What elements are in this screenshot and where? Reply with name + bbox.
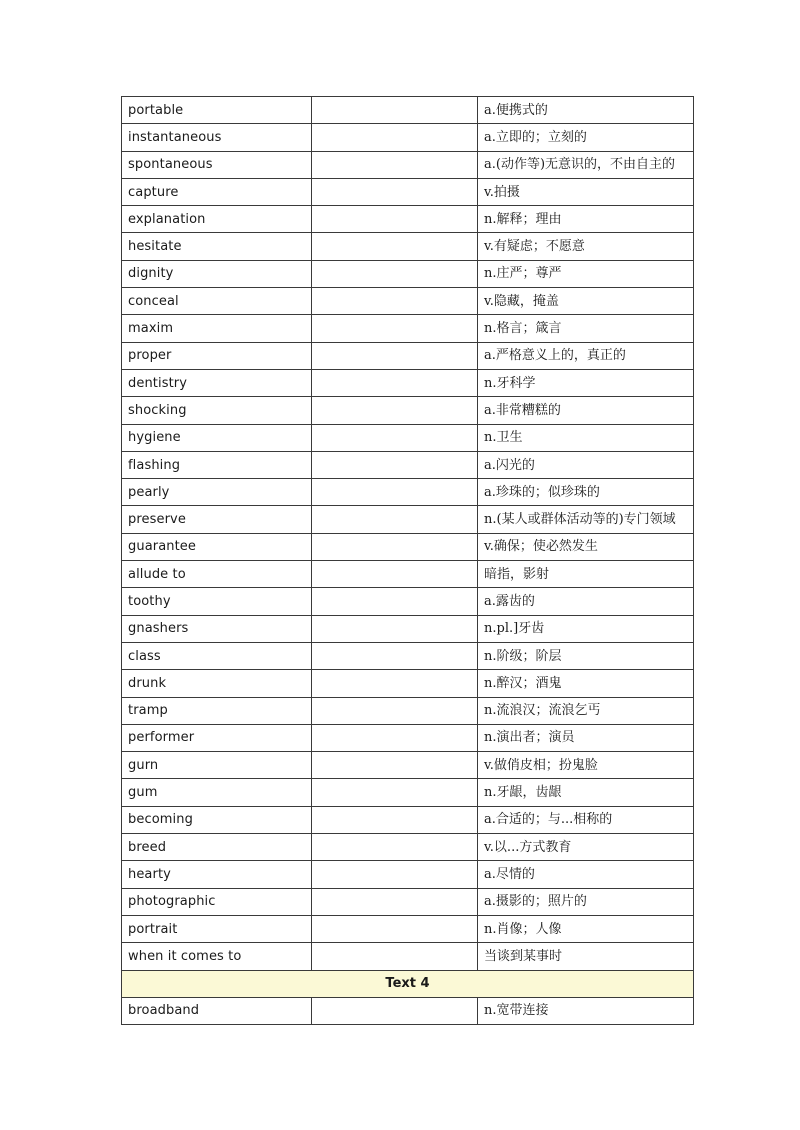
vocab-blank-cell bbox=[312, 342, 478, 369]
vocab-word: shocking bbox=[122, 397, 312, 424]
vocab-meaning: n.醉汉；酒鬼 bbox=[478, 670, 694, 697]
vocab-word: broadband bbox=[122, 997, 312, 1024]
vocab-blank-cell bbox=[312, 233, 478, 260]
vocab-blank-cell bbox=[312, 888, 478, 915]
vocab-blank-cell bbox=[312, 288, 478, 315]
vocab-blank-cell bbox=[312, 97, 478, 124]
vocab-meaning: 当谈到某事时 bbox=[478, 943, 694, 970]
vocab-row bbox=[122, 97, 694, 124]
vocab-blank-cell bbox=[312, 724, 478, 751]
vocab-word: dignity bbox=[122, 260, 312, 287]
vocab-meaning: a.摄影的；照片的 bbox=[478, 888, 694, 915]
vocab-row bbox=[122, 752, 694, 779]
vocab-meaning: n.演出者；演员 bbox=[478, 724, 694, 751]
vocab-blank-cell bbox=[312, 997, 478, 1024]
vocab-blank-cell bbox=[312, 424, 478, 451]
vocab-word: class bbox=[122, 642, 312, 669]
vocab-blank-cell bbox=[312, 861, 478, 888]
vocab-meaning: n.阶级；阶层 bbox=[478, 642, 694, 669]
vocab-row bbox=[122, 424, 694, 451]
vocab-row bbox=[122, 151, 694, 178]
vocab-blank-cell bbox=[312, 315, 478, 342]
vocab-word: allude to bbox=[122, 561, 312, 588]
vocab-meaning: v.拍摄 bbox=[478, 178, 694, 205]
vocab-word: dentistry bbox=[122, 369, 312, 396]
vocab-row bbox=[122, 888, 694, 915]
vocab-row bbox=[122, 451, 694, 478]
vocab-blank-cell bbox=[312, 178, 478, 205]
vocab-meaning: v.确保；使必然发生 bbox=[478, 533, 694, 560]
vocab-meaning: n.牙科学 bbox=[478, 369, 694, 396]
vocab-meaning: 暗指，影射 bbox=[478, 561, 694, 588]
vocab-word: breed bbox=[122, 834, 312, 861]
vocab-meaning: a.露齿的 bbox=[478, 588, 694, 615]
vocab-meaning: v.隐藏，掩盖 bbox=[478, 288, 694, 315]
vocab-blank-cell bbox=[312, 806, 478, 833]
vocab-blank-cell bbox=[312, 151, 478, 178]
vocab-word: guarantee bbox=[122, 533, 312, 560]
vocab-meaning: n.庄严；尊严 bbox=[478, 260, 694, 287]
vocab-row bbox=[122, 724, 694, 751]
vocab-row bbox=[122, 233, 694, 260]
vocabulary-table-body bbox=[122, 97, 694, 1025]
vocab-row bbox=[122, 588, 694, 615]
vocab-meaning: v.做俏皮相；扮鬼脸 bbox=[478, 752, 694, 779]
vocab-word: photographic bbox=[122, 888, 312, 915]
vocab-word: performer bbox=[122, 724, 312, 751]
vocab-blank-cell bbox=[312, 206, 478, 233]
vocab-meaning: a.非常糟糕的 bbox=[478, 397, 694, 424]
vocab-row bbox=[122, 178, 694, 205]
vocab-meaning: a.合适的；与...相称的 bbox=[478, 806, 694, 833]
vocab-blank-cell bbox=[312, 561, 478, 588]
vocab-word: gurn bbox=[122, 752, 312, 779]
vocab-row bbox=[122, 397, 694, 424]
vocab-blank-cell bbox=[312, 779, 478, 806]
vocab-blank-cell bbox=[312, 506, 478, 533]
vocab-word: instantaneous bbox=[122, 124, 312, 151]
vocab-row bbox=[122, 943, 694, 970]
vocab-meaning: a.严格意义上的，真正的 bbox=[478, 342, 694, 369]
vocab-blank-cell bbox=[312, 124, 478, 151]
vocab-word: portable bbox=[122, 97, 312, 124]
vocab-row bbox=[122, 834, 694, 861]
vocab-meaning: n.(某人或群体活动等的)专门领域 bbox=[478, 506, 694, 533]
vocabulary-table bbox=[121, 96, 694, 1025]
vocab-blank-cell bbox=[312, 451, 478, 478]
vocab-meaning: n.牙龈，齿龈 bbox=[478, 779, 694, 806]
vocab-row bbox=[122, 670, 694, 697]
vocab-row bbox=[122, 615, 694, 642]
vocab-word: spontaneous bbox=[122, 151, 312, 178]
vocab-word: drunk bbox=[122, 670, 312, 697]
vocab-blank-cell bbox=[312, 752, 478, 779]
vocab-row bbox=[122, 369, 694, 396]
vocab-meaning: n.肖像；人像 bbox=[478, 915, 694, 942]
vocab-blank-cell bbox=[312, 697, 478, 724]
vocab-meaning: a.尽情的 bbox=[478, 861, 694, 888]
vocab-row bbox=[122, 206, 694, 233]
vocab-blank-cell bbox=[312, 533, 478, 560]
vocabulary-sheet bbox=[121, 96, 693, 1025]
vocab-meaning: n.格言；箴言 bbox=[478, 315, 694, 342]
vocab-word: toothy bbox=[122, 588, 312, 615]
vocab-word: hygiene bbox=[122, 424, 312, 451]
vocab-row bbox=[122, 260, 694, 287]
vocab-blank-cell bbox=[312, 588, 478, 615]
vocab-meaning: a.(动作等)无意识的，不由自主的 bbox=[478, 151, 694, 178]
vocab-row bbox=[122, 779, 694, 806]
vocab-meaning: v.有疑虑；不愿意 bbox=[478, 233, 694, 260]
vocab-word: flashing bbox=[122, 451, 312, 478]
vocab-meaning: n.宽带连接 bbox=[478, 997, 694, 1024]
vocab-blank-cell bbox=[312, 642, 478, 669]
vocab-blank-cell bbox=[312, 943, 478, 970]
vocab-blank-cell bbox=[312, 479, 478, 506]
vocab-row bbox=[122, 315, 694, 342]
vocab-row bbox=[122, 506, 694, 533]
vocab-row bbox=[122, 561, 694, 588]
vocab-meaning: n.流浪汉；流浪乞丐 bbox=[478, 697, 694, 724]
vocab-word: proper bbox=[122, 342, 312, 369]
section-header-row bbox=[122, 970, 694, 997]
vocab-word: becoming bbox=[122, 806, 312, 833]
vocab-meaning: v.以...方式教育 bbox=[478, 834, 694, 861]
vocab-word: capture bbox=[122, 178, 312, 205]
vocab-row bbox=[122, 642, 694, 669]
vocab-meaning: a.闪光的 bbox=[478, 451, 694, 478]
vocab-blank-cell bbox=[312, 260, 478, 287]
vocab-word: hearty bbox=[122, 861, 312, 888]
vocab-row bbox=[122, 997, 694, 1024]
vocab-blank-cell bbox=[312, 615, 478, 642]
vocab-word: pearly bbox=[122, 479, 312, 506]
vocab-row bbox=[122, 479, 694, 506]
vocab-word: conceal bbox=[122, 288, 312, 315]
vocab-row bbox=[122, 861, 694, 888]
vocab-word: gum bbox=[122, 779, 312, 806]
vocab-meaning: a.便携式的 bbox=[478, 97, 694, 124]
vocab-meaning: n.解释；理由 bbox=[478, 206, 694, 233]
vocab-blank-cell bbox=[312, 915, 478, 942]
vocab-word: maxim bbox=[122, 315, 312, 342]
vocab-word: gnashers bbox=[122, 615, 312, 642]
vocab-meaning: n.卫生 bbox=[478, 424, 694, 451]
vocab-row bbox=[122, 697, 694, 724]
vocab-row bbox=[122, 288, 694, 315]
vocab-row bbox=[122, 806, 694, 833]
vocab-blank-cell bbox=[312, 369, 478, 396]
vocab-word: explanation bbox=[122, 206, 312, 233]
vocab-meaning: a.珍珠的；似珍珠的 bbox=[478, 479, 694, 506]
vocab-word: tramp bbox=[122, 697, 312, 724]
vocab-row bbox=[122, 915, 694, 942]
vocab-meaning: a.立即的；立刻的 bbox=[478, 124, 694, 151]
vocab-row bbox=[122, 342, 694, 369]
vocab-word: when it comes to bbox=[122, 943, 312, 970]
vocab-word: hesitate bbox=[122, 233, 312, 260]
vocab-blank-cell bbox=[312, 834, 478, 861]
vocab-meaning: n.pl.]牙齿 bbox=[478, 615, 694, 642]
vocab-row bbox=[122, 124, 694, 151]
vocab-blank-cell bbox=[312, 670, 478, 697]
section-title: Text 4 bbox=[122, 970, 694, 997]
vocab-row bbox=[122, 533, 694, 560]
vocab-word: portrait bbox=[122, 915, 312, 942]
vocab-word: preserve bbox=[122, 506, 312, 533]
vocab-blank-cell bbox=[312, 397, 478, 424]
